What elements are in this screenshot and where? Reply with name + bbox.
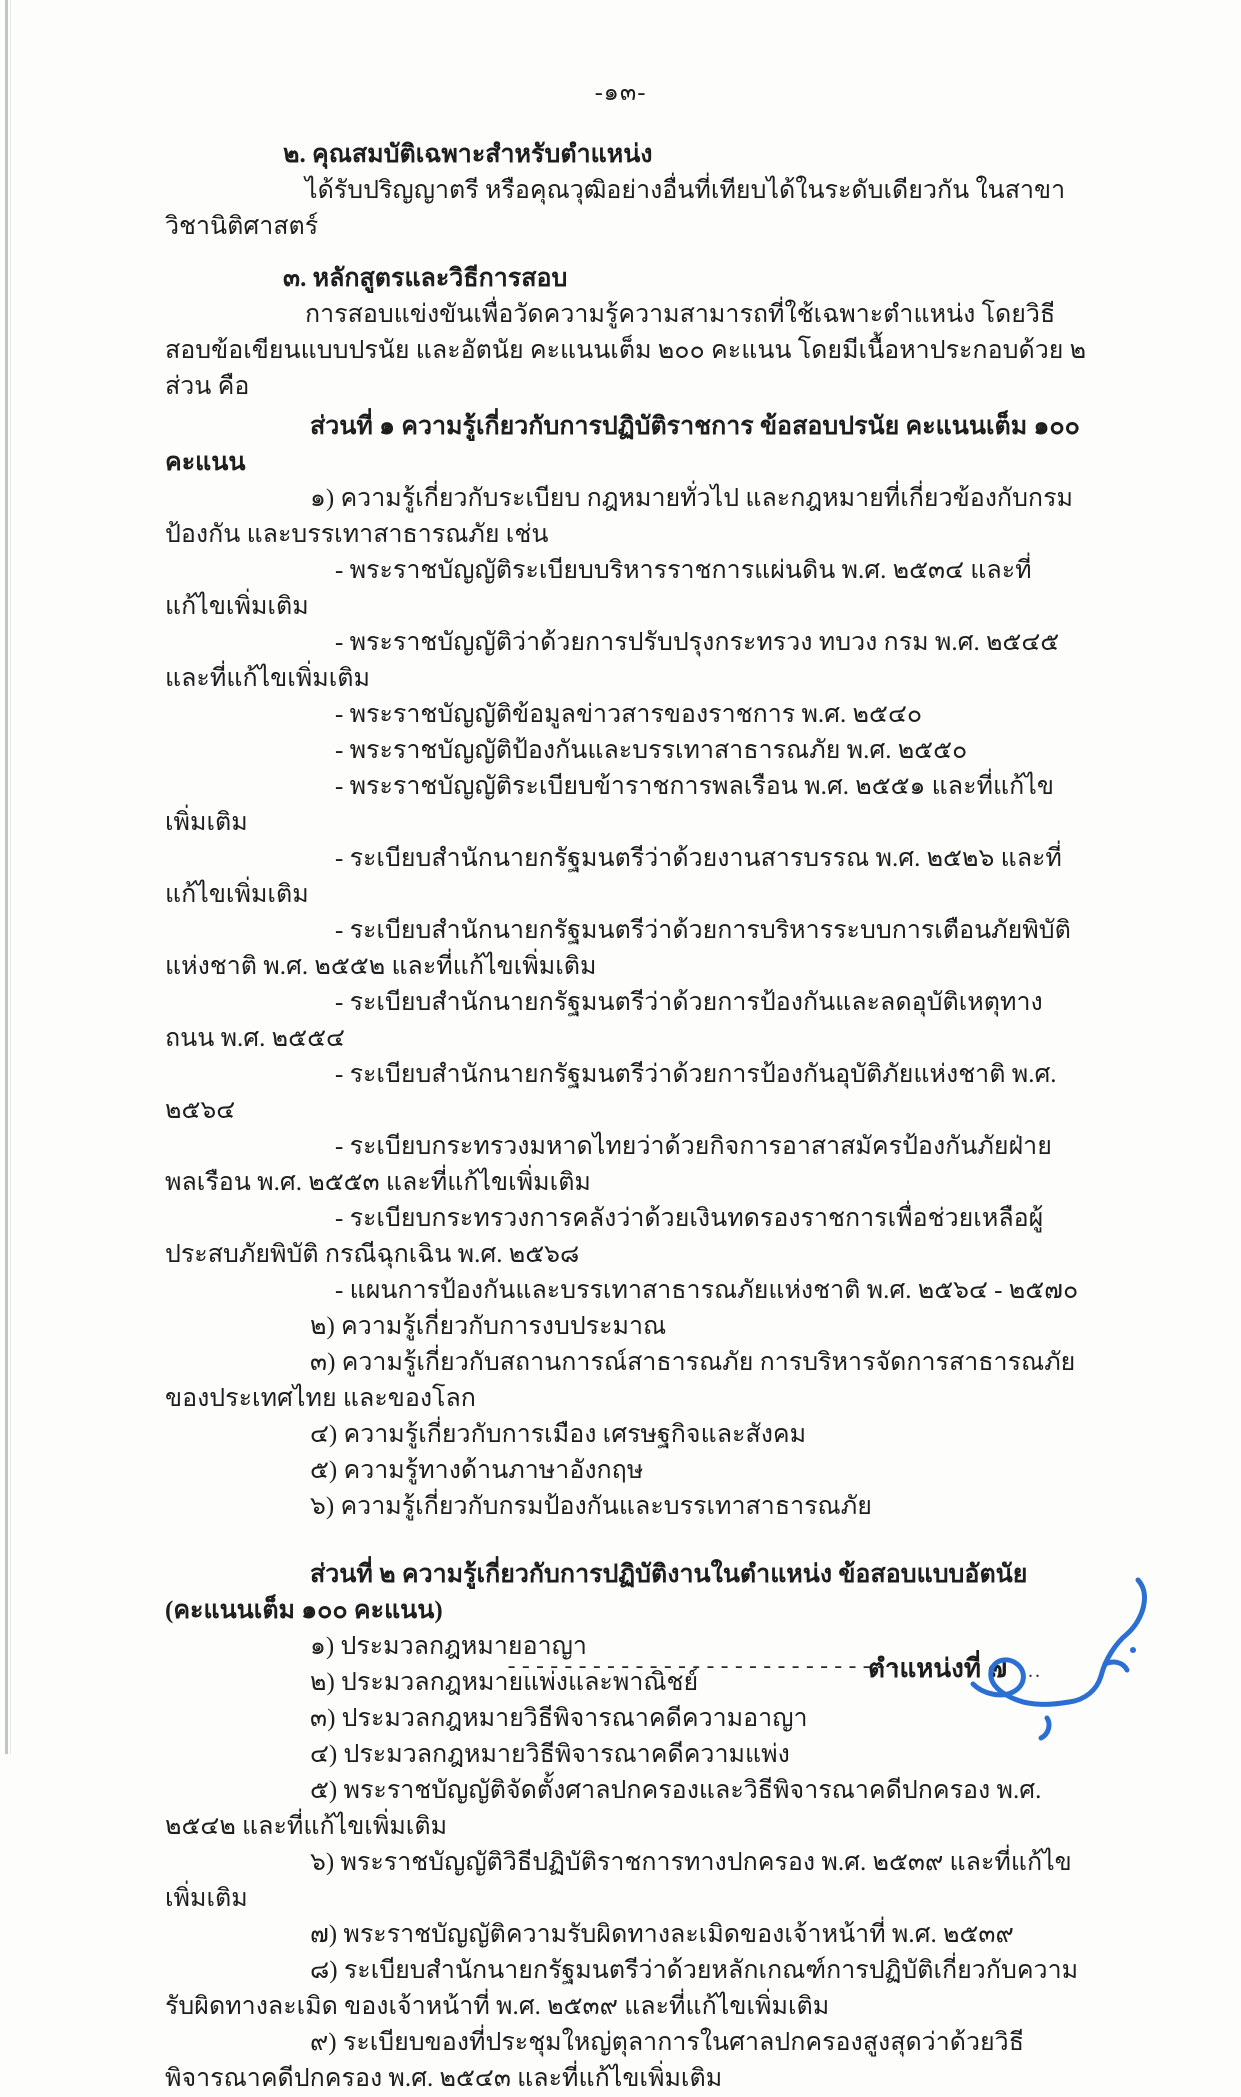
document-body: [165, 137, 1091, 2097]
numbered-item: ๒) ความรู้เกี่ยวกับการงบประมาณ: [310, 1313, 667, 1340]
footer-position-label: [868, 1648, 1042, 1689]
law-list-item: - พระราชบัญญัติว่าด้วยการปรับปรุงกระทรวง ทบวง กรม พ.ศ. ๒๕๔๕ และที่แก้ไขเพิ่มเติม: [165, 629, 1060, 692]
numbered-item: ๘) ระเบียบสำนักนายกรัฐมนตรีว่าด้วยหลักเกณฑ์การปฏิบัติเกี่ยวกับความรับผิดทางละเมิด ของเจ้าหน้าที่ พ.ศ. ๒๕๓๙ และที่แก้ไขเพิ่มเติม: [165, 1957, 1079, 2020]
numbered-item: ๔) ประมวลกฎหมายวิธีพิจารณาคดีความแพ่ง: [310, 1741, 790, 1768]
scan-edge-line: [5, 0, 8, 1754]
numbered-item: ๕) ความรู้ทางด้านภาษาอังกฤษ: [310, 1457, 644, 1484]
position-label-text: ตำแหน่งที่ ๗: [868, 1654, 1008, 1683]
numbered-item: ๙) ระเบียบของที่ประชุมใหญ่ตุลาการในศาลปกครองสูงสุดว่าด้วยวิธีพิจารณาคดีปกครอง พ.ศ. ๒๕๔๓ และที่แก้ไขเพิ่มเติม: [165, 2029, 1024, 2092]
paragraph: ได้รับปริญญาตรี หรือคุณวุฒิอย่างอื่นที่เทียบได้ในระดับเดียวกัน ในสาขาวิชานิติศาสตร์: [165, 177, 1066, 240]
law-list-item: - พระราชบัญญัติข้อมูลข่าวสารของราชการ พ.ศ. ๒๕๔๐: [335, 701, 923, 728]
law-list-item: - แผนการป้องกันและบรรเทาสาธารณภัยแห่งชาติ พ.ศ. ๒๕๖๔ - ๒๕๗๐: [335, 1277, 1079, 1304]
numbered-item: ๕) พระราชบัญญัติจัดตั้งศาลปกครองและวิธีพิจารณาคดีปกครอง พ.ศ. ๒๕๔๒ และที่แก้ไขเพิ่มเติม: [165, 1777, 1042, 1840]
law-list-item: - พระราชบัญญัติระเบียบข้าราชการพลเรือน พ.ศ. ๒๕๕๑ และที่แก้ไขเพิ่มเติม: [165, 773, 1054, 836]
law-list-item: - ระเบียบกระทรวงการคลังว่าด้วยเงินทดรองราชการเพื่อช่วยเหลือผู้ประสบภัยพิบัติ กรณีฉุกเฉิน พ.ศ. ๒๕๖๘: [165, 1205, 1044, 1268]
law-list-item: - ระเบียบสำนักนายกรัฐมนตรีว่าด้วยการป้องกันอุบัติภัยแห่งชาติ พ.ศ. ๒๕๖๔: [165, 1061, 1057, 1124]
footer-divider: ----------------------------: [505, 1655, 903, 1680]
numbered-item: ๑) ความรู้เกี่ยวกับระเบียบ กฎหมายทั่วไป และกฎหมายที่เกี่ยวข้องกับกรมป้องกัน และบรรเทาสาธารณภัย เช่น: [165, 485, 1073, 548]
part-heading: ส่วนที่ ๒ ความรู้เกี่ยวกับการปฏิบัติงานในตำแหน่ง ข้อสอบแบบอัตนัย (คะแนนเต็ม ๑๐๐ คะแนน): [165, 1561, 1028, 1624]
scan-edge-shadow: [10, 0, 11, 1754]
section-heading: ๒. คุณสมบัติเฉพาะสำหรับตำแหน่ง: [283, 141, 653, 168]
numbered-item: ๗) พระราชบัญญัติความรับผิดทางละเมิดของเจ้าหน้าที่ พ.ศ. ๒๕๓๙: [310, 1921, 1014, 1948]
law-list-item: - ระเบียบสำนักนายกรัฐมนตรีว่าด้วยการป้องกันและลดอุบัติเหตุทางถนน พ.ศ. ๒๕๕๔: [165, 989, 1043, 1052]
numbered-item: ๒) ประมวลกฎหมายแพ่งและพาณิชย์: [310, 1669, 699, 1696]
section-heading: ๓. หลักสูตรและวิธีการสอบ: [283, 265, 568, 292]
numbered-item: ๔) ความรู้เกี่ยวกับการเมือง เศรษฐกิจและสังคม: [310, 1421, 807, 1448]
law-list-item: - ระเบียบกระทรวงมหาดไทยว่าด้วยกิจการอาสาสมัครป้องกันภัยฝ่ายพลเรือน พ.ศ. ๒๕๕๓ และที่แก้ไขเพิ่มเติม: [165, 1133, 1052, 1196]
law-list-item: - ระเบียบสำนักนายกรัฐมนตรีว่าด้วยการบริหารระบบการเตือนภัยพิบัติแห่งชาติ พ.ศ. ๒๕๕๒ และที่แก้ไขเพิ่มเติม: [165, 917, 1071, 980]
law-list-item: - พระราชบัญญัติระเบียบบริหารราชการแผ่นดิน พ.ศ. ๒๕๓๔ และที่แก้ไขเพิ่มเติม: [165, 557, 1032, 620]
position-label-dots: ...: [1021, 1660, 1043, 1682]
numbered-item: ๖) พระราชบัญญัติวิธีปฏิบัติราชการทางปกครอง พ.ศ. ๒๕๓๙ และที่แก้ไขเพิ่มเติม: [165, 1849, 1072, 1912]
law-list-item: - ระเบียบสำนักนายกรัฐมนตรีว่าด้วยงานสารบรรณ พ.ศ. ๒๕๒๖ และที่แก้ไขเพิ่มเติม: [165, 845, 1062, 908]
paragraph: การสอบแข่งขันเพื่อวัดความรู้ความสามารถที่ใช้เฉพาะตำแหน่ง โดยวิธีสอบข้อเขียนแบบปรนัย และอัตนัย คะแนนเต็ม ๒๐๐ คะแนน โดยมีเนื้อหาประกอบด้วย ๒ ส่วน คือ: [165, 301, 1087, 400]
part-heading: ส่วนที่ ๑ ความรู้เกี่ยวกับการปฏิบัติราชการ ข้อสอบปรนัย คะแนนเต็ม ๑๐๐ คะแนน: [165, 413, 1080, 476]
numbered-item: ๓) ประมวลกฎหมายวิธีพิจารณาคดีความอาญา: [310, 1705, 808, 1732]
law-list-item: - พระราชบัญญัติป้องกันและบรรเทาสาธารณภัย พ.ศ. ๒๕๕๐: [335, 737, 968, 764]
numbered-item: ๓) ความรู้เกี่ยวกับสถานการณ์สาธารณภัย การบริหารจัดการสาธารณภัยของประเทศไทย และของโลก: [165, 1349, 1076, 1412]
page-number: -๑๓-: [594, 80, 647, 106]
numbered-item: ๑) ประมวลกฎหมายอาญา: [310, 1633, 587, 1660]
numbered-item: ๖) ความรู้เกี่ยวกับกรมป้องกันและบรรเทาสาธารณภัย: [310, 1493, 872, 1520]
